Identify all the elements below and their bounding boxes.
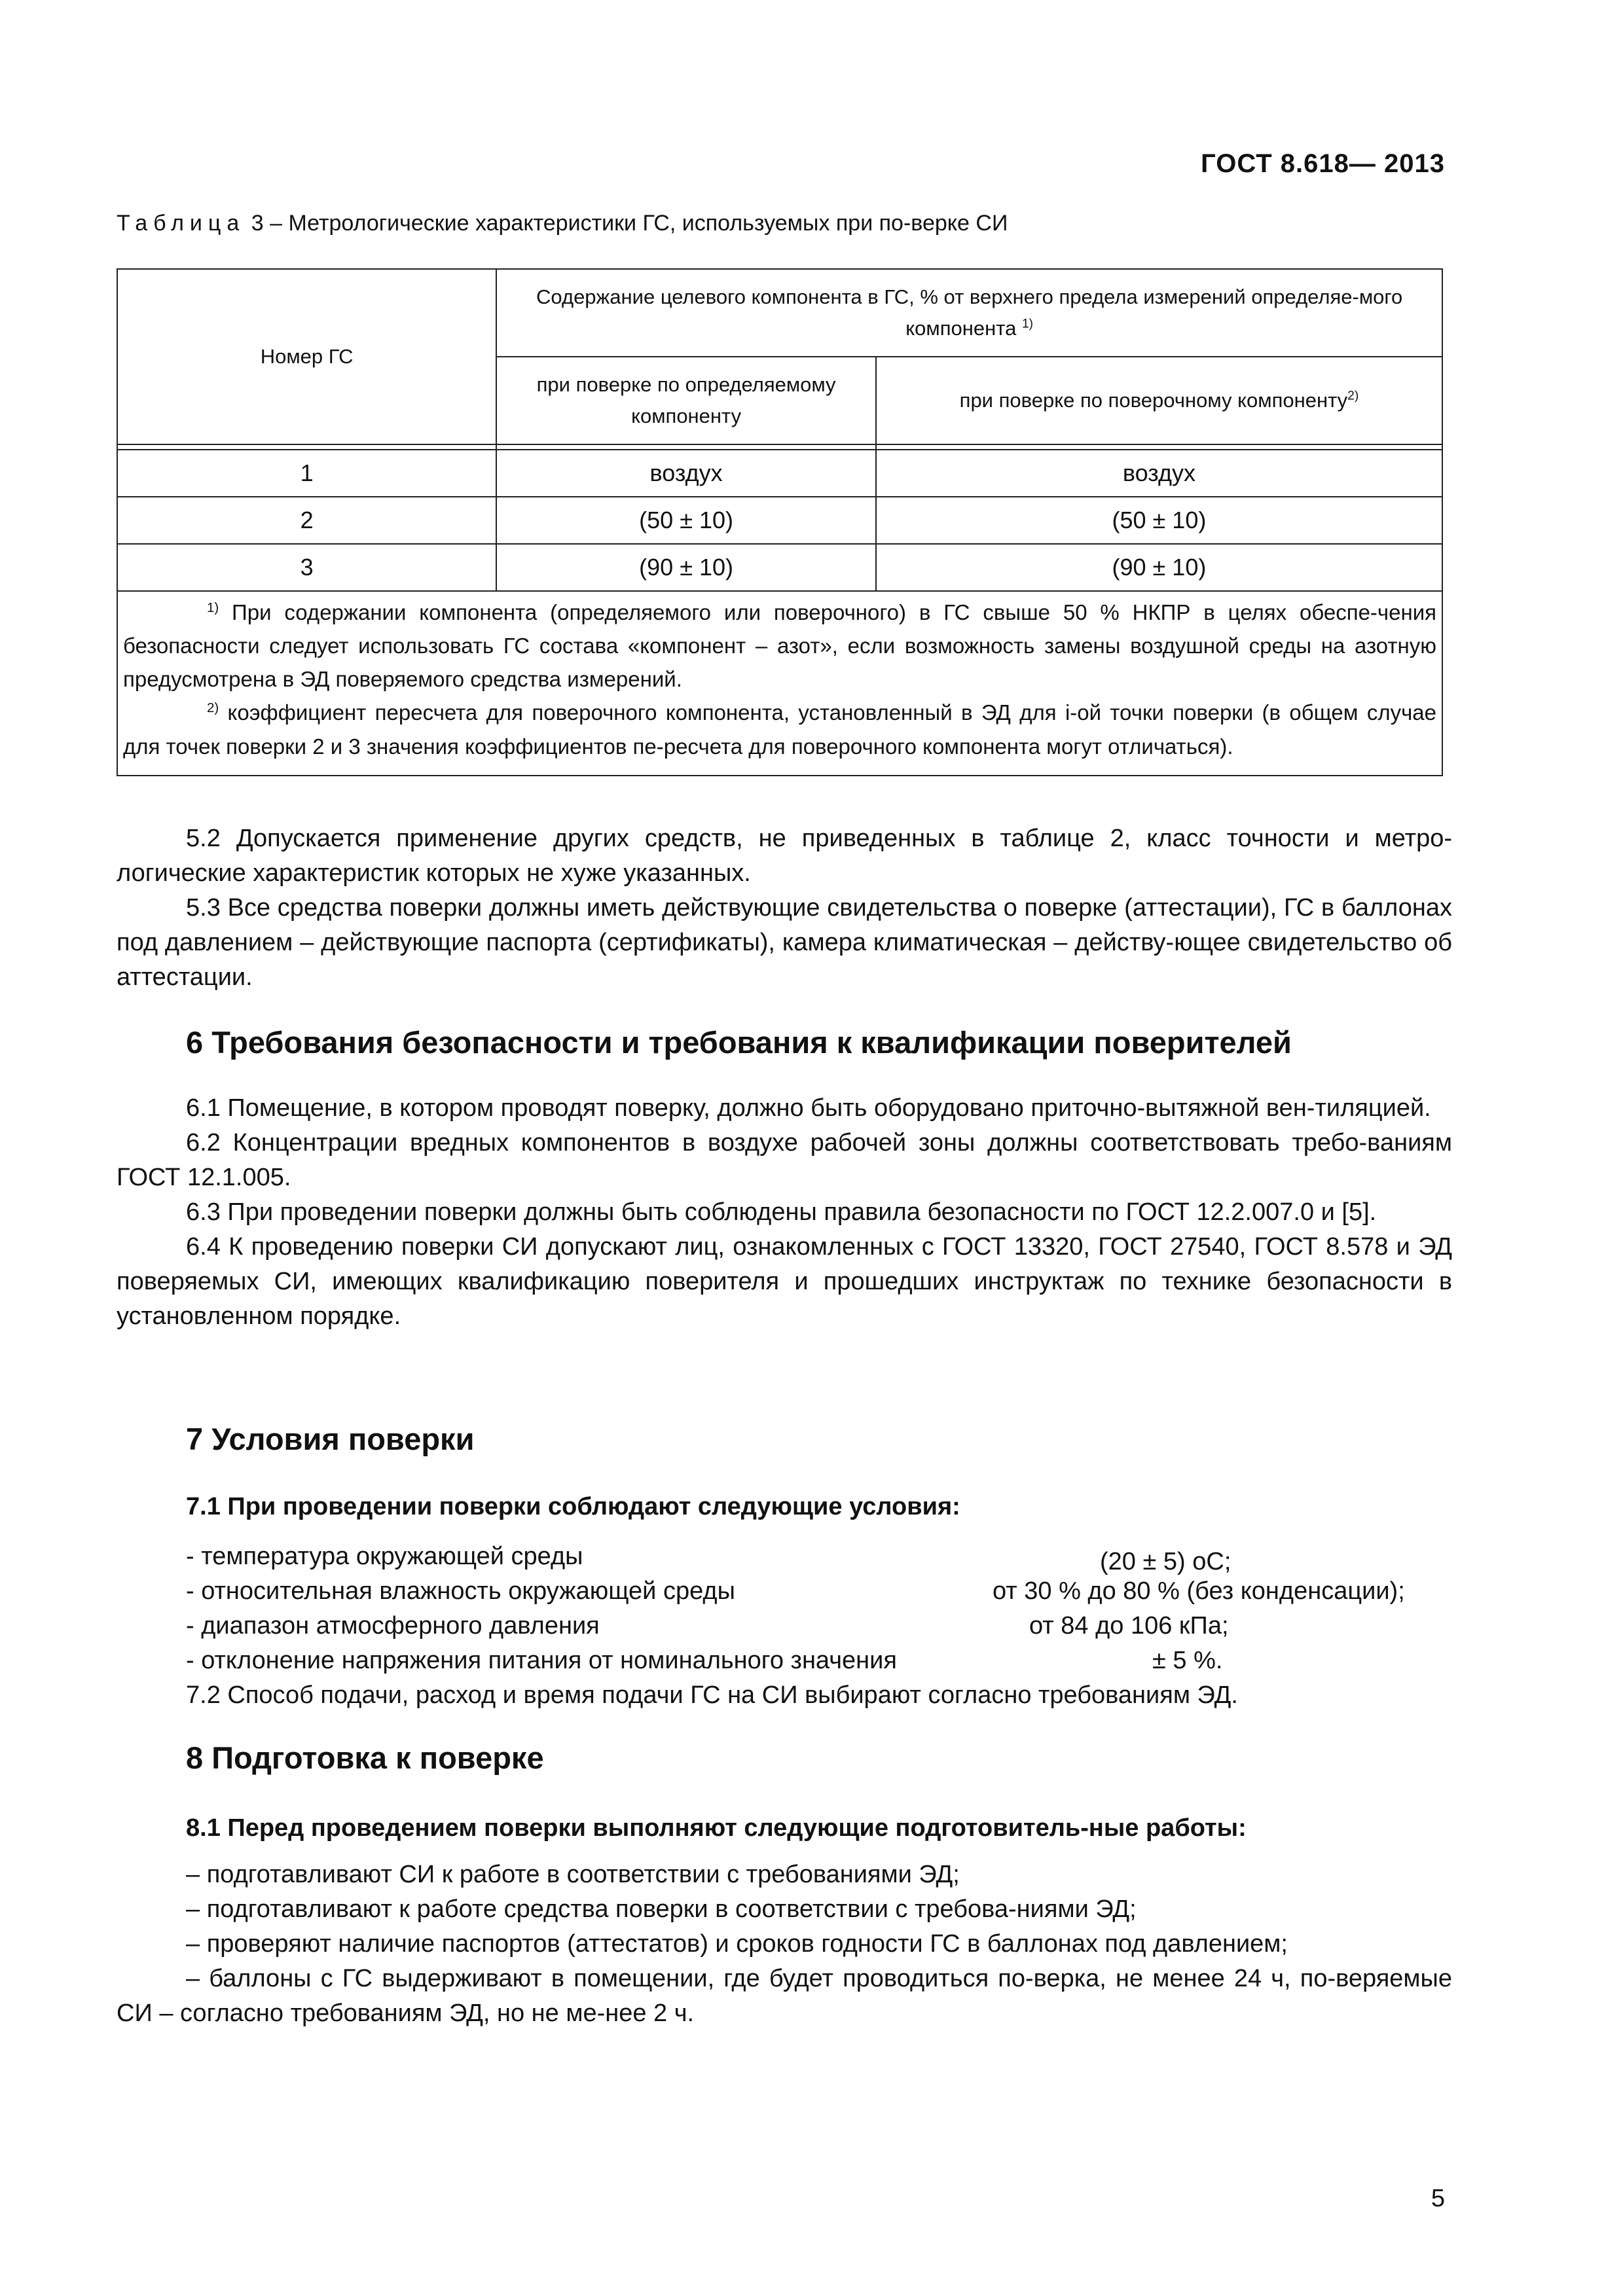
condition-row: - отклонение напряжения питания от номинального значения ± 5 %. bbox=[186, 1647, 1223, 1674]
paragraph-6-4: 6.4 К проведению поверки СИ допускают лиц, ознакомленных с ГОСТ 13320, ГОСТ 27540, ГОСТ 8.578 и ЭД поверяемых СИ, имеющих квалификацию поверителя и прошедших инструктаж по технике безопасности в установленном порядке. bbox=[117, 1233, 1452, 1330]
paragraph-6-2: 6.2 Концентрации вредных компонентов в воздухе рабочей зоны должны соответствовать требо-ваниям ГОСТ 12.1.005. bbox=[117, 1129, 1452, 1191]
document-code: ГОСТ 8.618— 2013 bbox=[1201, 149, 1445, 178]
section-7-heading: 7 Условия поверки bbox=[186, 1422, 475, 1456]
col-header-sub1: при поверке по определяемому компоненту bbox=[496, 357, 876, 444]
table-caption-word: Таблица bbox=[117, 211, 246, 236]
table-note-2: $^{2)}$ коэффициент пересчета для поверочного компонента, установленный в ЭД для i-ой точки поверки (в общем случае для точек поверки 2 и 3 значения коэффициентов пе-ресчета для поверочного компонента могут отличаться). bbox=[123, 700, 1436, 759]
section-5-paragraphs bbox=[117, 821, 1452, 995]
col-header-sub2: при поверке по поверочному компоненту$^{2)}$ bbox=[876, 357, 1442, 444]
preparation-list bbox=[186, 1857, 1456, 1962]
table-note-1: $^{1)}$ При содержании компонента (определяемого или поверочного) в ГС свыше 50 % НКПР в целях обеспе-чения безопасности следует использовать ГС состава «компонент – азот», если возможность замены воздушной среды на азотную предусмотрена в ЭД поверяемого средства измерений. bbox=[123, 600, 1436, 692]
paragraph-5-2: 5.2 Допускается применение других средств, не приведенных в таблице 2, класс точности и метро-логические характеристик которых не хуже указанных. bbox=[117, 825, 1452, 887]
col-header-group: Содержание целевого компонента в ГС, % от верхнего предела измерений определяе-мого компонента $^{1)}$ bbox=[496, 269, 1442, 357]
section-6-heading: 6 Требования безопасности и требования к квалификации поверителей bbox=[186, 1025, 1292, 1060]
condition-row: - температура окружающей среды (20 ± 5) оС; bbox=[186, 1543, 1231, 1575]
table-row: 2 (50 ± 10) (50 ± 10) bbox=[117, 497, 1442, 544]
list-item: – баллоны с ГС выдерживают в помещении, где будет проводиться по-верка, не менее 24 ч, по-веряемые СИ – согласно требованиям ЭД, но не ме-нее 2 ч. bbox=[117, 1965, 1452, 2027]
paragraph-6-1: 6.1 Помещение, в котором проводят поверку, должно быть оборудовано приточно-вытяжной вен-тиляцией. bbox=[186, 1094, 1431, 1122]
paragraph-7-2: 7.2 Способ подачи, расход и время подачи ГС на СИ выбирают согласно требованиям ЭД. bbox=[186, 1681, 1238, 1709]
table-row: 3 (90 ± 10) (90 ± 10) bbox=[117, 544, 1442, 591]
list-item: – подготавливают к работе средства поверки в соответствии с требова-ниями ЭД; bbox=[186, 1895, 1137, 1923]
table-caption bbox=[117, 211, 1008, 236]
col-header-number: Номер ГС bbox=[117, 269, 496, 444]
paragraph-6-3: 6.3 При проведении поверки должны быть соблюдены правила безопасности по ГОСТ 12.2.007.0 и [5]. bbox=[186, 1198, 1377, 1226]
table-caption-text: 3 – Метрологические характеристики ГС, используемых при по-верке СИ bbox=[245, 211, 1008, 236]
page-number: 5 bbox=[1431, 2185, 1445, 2212]
conditions-list bbox=[186, 1539, 1456, 1713]
paragraph-5-3: 5.3 Все средства поверки должны иметь действующие свидетельства о поверке (аттестации), ГС в баллонах под давлением – действующие паспорта (сертификаты), камера климатическая – действу-ющее свидетельство об аттестации. bbox=[117, 894, 1452, 991]
metrology-table bbox=[117, 268, 1443, 776]
list-item: – проверяют наличие паспортов (аттестатов) и сроков годности ГС в баллонах под давлением; bbox=[186, 1930, 1288, 1958]
condition-row: - диапазон атмосферного давления от 84 до 106 кПа; bbox=[186, 1612, 1229, 1640]
section-8-heading: 8 Подготовка к поверке bbox=[186, 1740, 544, 1775]
subsection-7-1: 7.1 При проведении поверки соблюдают следующие условия: bbox=[186, 1493, 960, 1520]
subsection-8-1: 8.1 Перед проведением поверки выполняют следующие подготовитель-ные работы: bbox=[186, 1814, 1247, 1842]
list-item: – подготавливают СИ к работе в соответствии с требованиями ЭД; bbox=[186, 1861, 960, 1888]
table-row: 1 воздух воздух bbox=[117, 450, 1442, 497]
table-notes bbox=[117, 591, 1442, 776]
preparation-list-last bbox=[117, 1962, 1452, 2031]
section-6-paragraphs bbox=[117, 1091, 1452, 1334]
condition-row: - относительная влажность окружающей среды от 30 % до 80 % (без конденсации); bbox=[186, 1577, 1405, 1605]
